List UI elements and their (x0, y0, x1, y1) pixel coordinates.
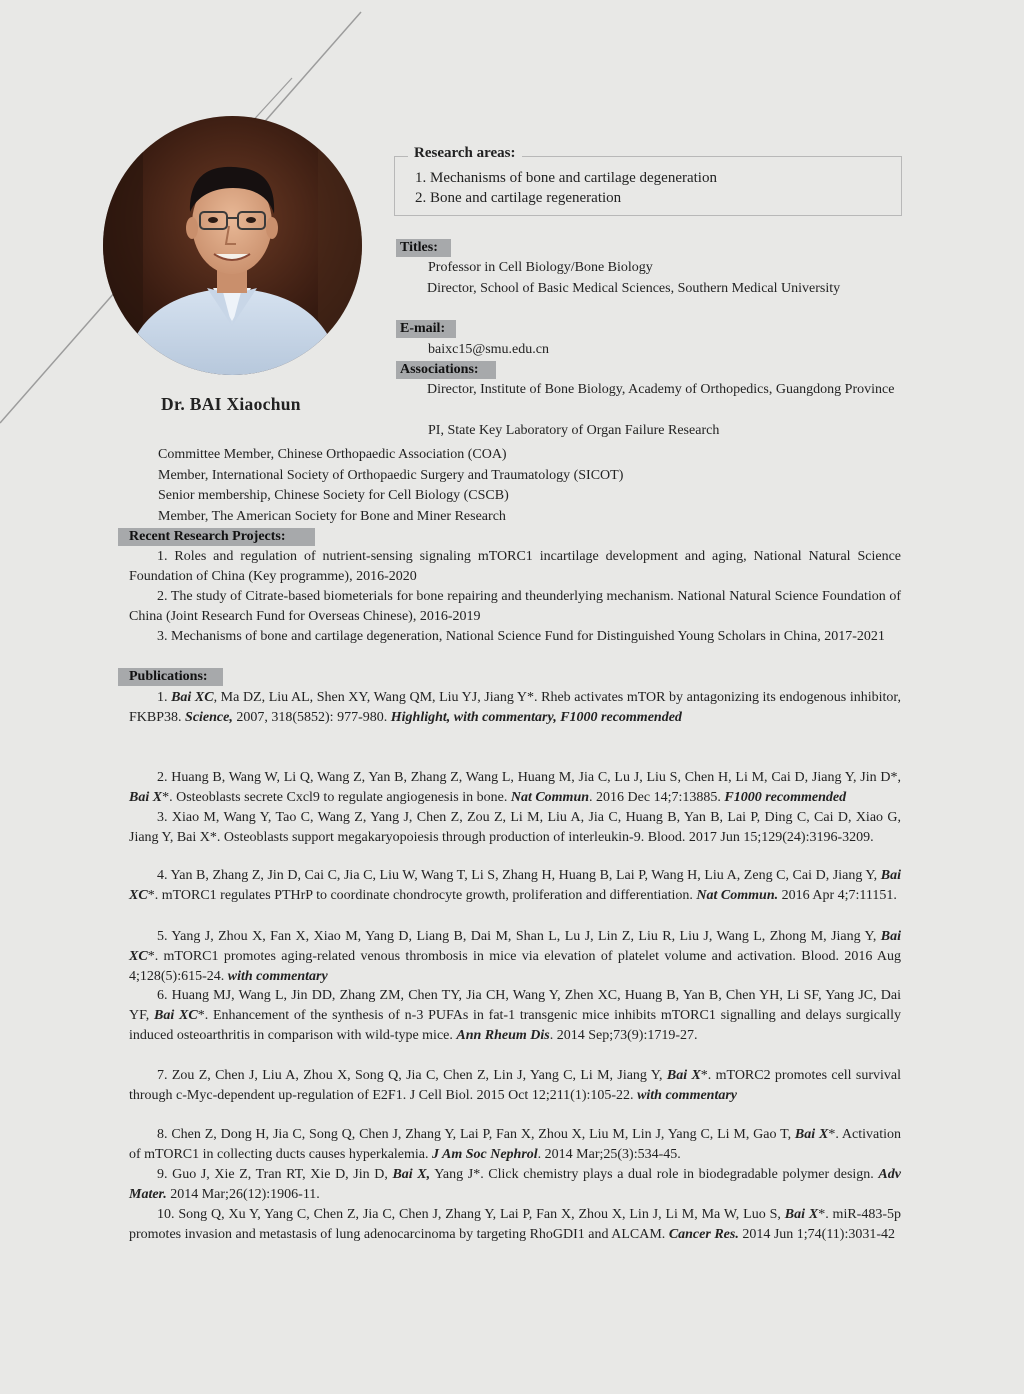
publication-item: 1. Bai XC, Ma DZ, Liu AL, Shen XY, Wang QM, Liu YJ, Jiang Y*. Rheb activates mTOR by antagonizing its endogenous inhibitor, FKBP38. Science, 2007, 318(5852): 977-980. Highlight, with commentary, F1000 recommended (129, 690, 901, 725)
association-line: Member, International Society of Orthopaedic Surgery and Traumatology (SICOT) (158, 468, 624, 483)
publication-item: 9. Guo J, Xie Z, Tran RT, Xie D, Jin D, Bai X, Yang J*. Click chemistry plays a dual role in biodegradable polymer design. Adv Mater. 2014 Mar;26(12):1906-11. (129, 1167, 901, 1202)
research-area-item: 2. Bone and cartilage regeneration (415, 190, 622, 206)
publication-item: 8. Chen Z, Dong H, Jia C, Song Q, Chen J, Zhang Y, Lai P, Fan X, Zhou X, Liu M, Lin J, Yang C, Li M, Gao T, Bai X*. Activation of mTORC1 in collecting ducts causes hyperkalemia. J Am Soc Nephrol. 2014 Mar;25(3):534-45. (129, 1127, 901, 1162)
publication-item: 6. Huang MJ, Wang L, Jin DD, Zhang ZM, Chen TY, Jia CH, Wang Y, Zhen XC, Huang B, Yan B, Chen YH, Li SF, Yang JC, Dai YF, Bai XC*. Enhancement of the synthesis of n-3 PUFAs in fat-1 transgenic mice inhibits mTORC1 signalling and delays surgically induced osteoarthritis in comparison with wild-type mice. Ann Rheum Dis. 2014 Sep;73(9):1719-27. (129, 988, 901, 1043)
research-areas-title: Research areas: (408, 145, 522, 162)
profile-name: Dr. BAI Xiaochun (161, 394, 301, 414)
titles-label: Titles: (396, 239, 451, 257)
publication-item: 7. Zou Z, Chen J, Liu A, Zhou X, Song Q, Jia C, Chen Z, Lin J, Yang C, Li M, Jiang Y, Bai X*. mTORC2 promotes cell survival through c-Myc-dependent up-regulation of E2F1. J Cell Biol. 2015 Oct 12;211(1):105-22. with commentary (129, 1068, 902, 1103)
publication-item: 2. Huang B, Wang W, Li Q, Wang Z, Yan B, Zhang Z, Wang L, Huang M, Jia C, Lu J, Liu S, Chen H, Li M, Cai D, Jiang Y, Jin D*, Bai X*. Osteoblasts secrete Cxcl9 to regulate angiogenesis in bone. Nat Commun. 2016 Dec 14;7:13885. F1000 recommended (129, 770, 901, 805)
research-area-item: 1. Mechanisms of bone and cartilage degeneration (415, 170, 717, 186)
association-line: Senior membership, Chinese Society for Cell Biology (CSCB) (158, 488, 509, 503)
association-line: Member, The American Society for Bone and Miner Research (158, 509, 506, 524)
association-line: Committee Member, Chinese Orthopaedic Association (COA) (158, 447, 507, 462)
profile-photo (103, 116, 362, 375)
publication-item: 5. Yang J, Zhou X, Fan X, Xiao M, Yang D, Liang B, Dai M, Shan L, Lu J, Lin Z, Liu R, Liu J, Wang L, Zhong M, Jiang Y, Bai XC*. mTORC1 promotes aging-related venous thrombosis in mice via elevation of platelet volume and activation. Blood. 2016 Aug 4;128(5):615-24. with commentary (129, 929, 901, 984)
publication-item: 10. Song Q, Xu Y, Yang C, Chen Z, Jia C, Chen J, Zhang Y, Lai P, Fan X, Zhou X, Lin J, Li M, Ma W, Luo S, Bai X*. miR-483-5p promotes invasion and metastasis of lung adenocarcinoma by targeting RhoGDI1 and ALCAM. Cancer Res. 2014 Jun 1;74(11):3031-42 (129, 1207, 901, 1242)
associations-label: Associations: (396, 361, 496, 379)
projects-label: Recent Research Projects: (118, 528, 315, 546)
project-item: 2. The study of Citrate-based biometerials for bone repairing and theunderlying mechanism. National Natural Science Foundation of China (Joint Research Fund for Overseas Chinese), 2016-2019 (129, 589, 901, 624)
association-line: PI, State Key Laboratory of Organ Failure Research (428, 423, 720, 438)
project-item: 1. Roles and regulation of nutrient-sensing signaling mTORC1 incartilage development and aging, National Natural Science Foundation of China (Key programme), 2016-2020 (129, 549, 901, 584)
title-line: Professor in Cell Biology/Bone Biology (428, 260, 653, 275)
title-line: Director, School of Basic Medical Sciences, Southern Medical University (427, 281, 841, 296)
publication-item: 4. Yan B, Zhang Z, Jin D, Cai C, Jia C, Liu W, Wang T, Li S, Zhang H, Huang B, Lai P, Wang H, Liu A, Zeng C, Cai D, Jiang Y, Bai XC*. mTORC1 regulates PTHrP to coordinate chondrocyte growth, proliferation and differentiation. Nat Commun. 2016 Apr 4;7:11151. (129, 868, 901, 903)
project-item: 3. Mechanisms of bone and cartilage degeneration, National Science Fund for Distinguished Young Scholars in China, 2017-2021 (157, 629, 885, 644)
email-label: E-mail: (396, 320, 456, 338)
email-value: baixc15@smu.edu.cn (428, 342, 549, 357)
publication-item: 3. Xiao M, Wang Y, Tao C, Wang Z, Yang J, Chen Z, Zou Z, Li M, Liu A, Jia C, Huang B, Yan B, Lai P, Ding C, Cai D, Xiao G, Jiang Y, Bai X*. Osteoblasts support megakaryopoiesis through production of interleukin-9. Blood. 2017 Jun 15;129(24):3196-3209. (129, 810, 901, 845)
publications-label: Publications: (118, 668, 223, 686)
association-line: Director, Institute of Bone Biology, Academy of Orthopedics, Guangdong Province (427, 382, 895, 397)
